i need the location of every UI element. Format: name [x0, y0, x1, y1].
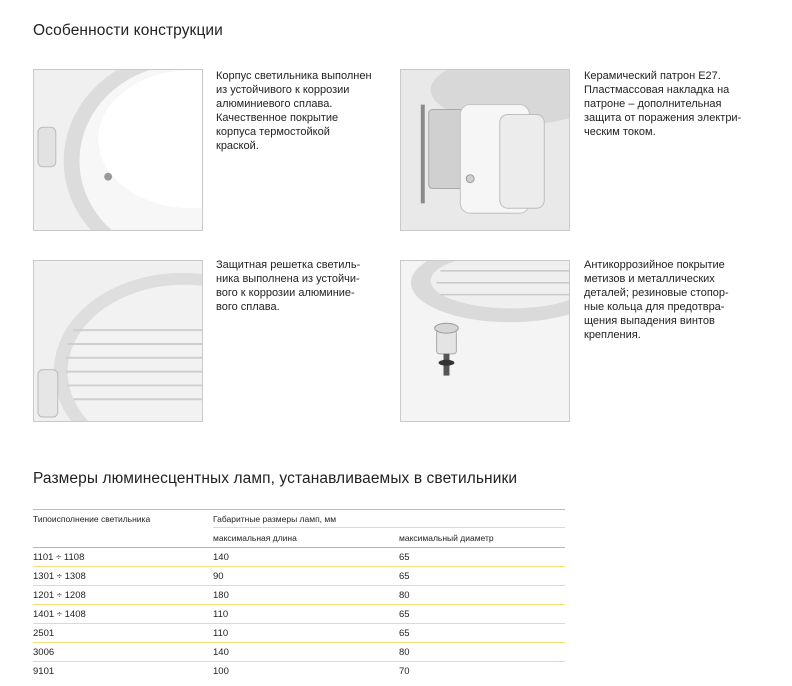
text-line: защита от поражения электри- — [584, 112, 742, 124]
feature-text-grid — [216, 258, 388, 314]
cell-length: 100 — [213, 662, 399, 681]
cell-length: 110 — [213, 624, 399, 643]
screw-fastener-photo-icon — [401, 261, 569, 421]
text-line: Качественное покрытие — [216, 112, 339, 124]
cell-diameter: 65 — [399, 548, 565, 567]
cell-type: 1301 ÷ 1308 — [33, 567, 213, 586]
cell-type: 9101 — [33, 662, 213, 681]
text-line: корпуса термостойкой — [216, 126, 330, 138]
cell-diameter: 65 — [399, 605, 565, 624]
cell-length: 140 — [213, 548, 399, 567]
cell-diameter: 80 — [399, 586, 565, 605]
cell-diameter: 70 — [399, 662, 565, 681]
construction-title: Особенности конструкции — [33, 22, 223, 39]
cell-length: 110 — [213, 605, 399, 624]
text-line: ника выполнена из устойчи- — [216, 273, 360, 285]
text-line: вого сплава. — [216, 301, 280, 313]
cell-type: 1201 ÷ 1208 — [33, 586, 213, 605]
header-length: максимальная длина — [213, 533, 297, 543]
lamp-housing-photo-icon — [34, 70, 202, 230]
table-row — [33, 605, 565, 624]
text-line: Корпус светильника выполнен — [216, 70, 372, 82]
lamp-socket-photo-icon — [401, 70, 569, 230]
table-row — [33, 624, 565, 643]
feature-text-socket — [584, 69, 756, 139]
table-row — [33, 662, 565, 681]
text-line: метизов и металлических — [584, 273, 715, 285]
dimensions-title: Размеры люминесцентных ламп, устанавливаемых в светильники — [33, 470, 518, 487]
text-line: патроне – дополнительная — [584, 98, 722, 110]
text-line: краской. — [216, 140, 259, 152]
text-line: Антикоррозийное покрытие — [584, 259, 725, 271]
protective-grid-photo-icon — [34, 261, 202, 421]
protective-grid-image — [33, 260, 203, 422]
screw-fastener-image — [400, 260, 570, 422]
text-line: ные кольца для предотвра- — [584, 301, 725, 313]
feature-text-housing — [216, 69, 388, 153]
text-line: вого к коррозии алюминие- — [216, 287, 355, 299]
cell-type: 1101 ÷ 1108 — [33, 548, 213, 567]
cell-length: 90 — [213, 567, 399, 586]
text-line: ческим током. — [584, 126, 656, 138]
text-line: из устойчивого к коррозии — [216, 84, 350, 96]
text-line: крепления. — [584, 329, 641, 341]
text-line: щения выпадения винтов — [584, 315, 715, 327]
header-overall: Габаритные размеры ламп, мм — [213, 510, 565, 528]
cell-diameter: 80 — [399, 643, 565, 662]
text-line: деталей; резиновые стопор- — [584, 287, 729, 299]
feature-text-fastener — [584, 258, 756, 342]
text-line: Пластмассовая накладка на — [584, 84, 730, 96]
lamp-socket-image — [400, 69, 570, 231]
text-line: Керамический патрон Е27. — [584, 70, 721, 82]
text-line: Защитная решетка светиль- — [216, 259, 361, 271]
cell-type: 3006 — [33, 643, 213, 662]
text-line: алюминиевого сплава. — [216, 98, 333, 110]
cell-diameter: 65 — [399, 624, 565, 643]
header-type: Типоисполнение светильника — [33, 510, 213, 548]
table-row — [33, 567, 565, 586]
cell-length: 140 — [213, 643, 399, 662]
table-row — [33, 586, 565, 605]
table-row — [33, 643, 565, 662]
table-row — [33, 548, 565, 567]
lamp-housing-image — [33, 69, 203, 231]
cell-length: 180 — [213, 586, 399, 605]
cell-diameter: 65 — [399, 567, 565, 586]
header-diameter: максимальный диаметр — [399, 533, 494, 543]
lamp-dimensions-table — [33, 509, 565, 680]
cell-type: 1401 ÷ 1408 — [33, 605, 213, 624]
cell-type: 2501 — [33, 624, 213, 643]
